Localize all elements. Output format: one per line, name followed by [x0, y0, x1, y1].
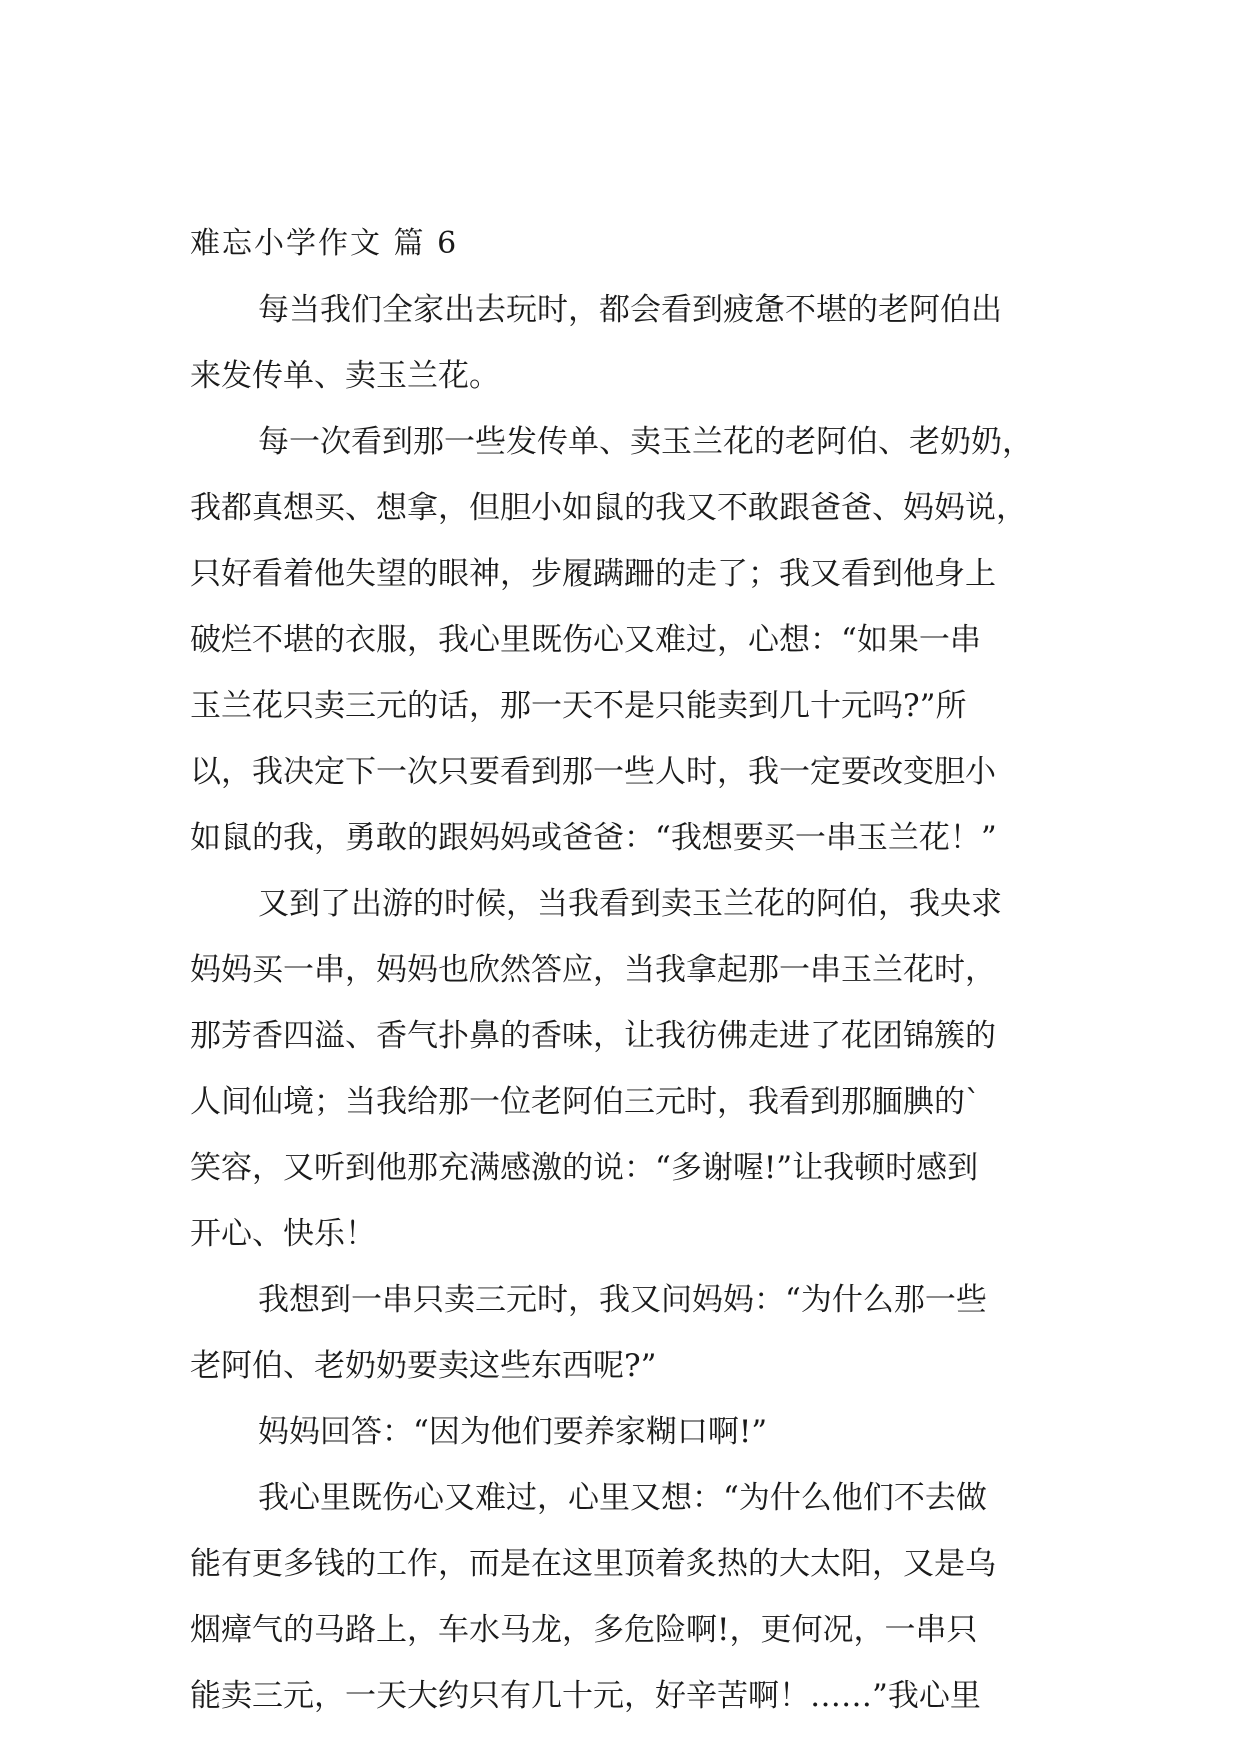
paragraph-line: 我心里既伤心又难过，心里又想：“为什么他们不去做 — [258, 1480, 987, 1516]
paragraph-line: 烟瘴气的马路上，车水马龙，多危险啊!，更何况，一串只 — [190, 1612, 978, 1648]
paragraph-line: 只好看着他失望的眼神，步履蹒跚的走了；我又看到他身上 — [190, 556, 996, 592]
paragraph-line: 人间仙境；当我给那一位老阿伯三元时，我看到那腼腆的` — [190, 1084, 981, 1120]
paragraph-line: 老阿伯、老奶奶要卖这些东西呢?” — [190, 1348, 657, 1384]
paragraph-line: 能卖三元，一天大约只有几十元，好辛苦啊！……”我心里 — [190, 1678, 981, 1714]
paragraph-line: 每当我们全家出去玩时，都会看到疲惫不堪的老阿伯出 — [258, 292, 1002, 328]
paragraph-line: 那芳香四溢、香气扑鼻的香味，让我彷佛走进了花团锦簇的 — [190, 1018, 996, 1054]
paragraph-line: 妈妈回答：“因为他们要养家糊口啊!” — [258, 1414, 768, 1450]
paragraph-line: 来发传单、卖玉兰花。 — [190, 358, 500, 394]
paragraph-line: 能有更多钱的工作，而是在这里顶着炙热的大太阳，又是乌 — [190, 1546, 996, 1582]
paragraph-line: 我都真想买、想拿，但胆小如鼠的我又不敢跟爸爸、妈妈说， — [190, 490, 1027, 526]
paragraph-line: 玉兰花只卖三元的话，那一天不是只能卖到几十元吗?”所 — [190, 688, 967, 724]
paragraph-line: 笑容，又听到他那充满感激的说：“多谢喔!”让我顿时感到 — [190, 1150, 979, 1186]
paragraph-line: 我想到一串只卖三元时，我又问妈妈：“为什么那一些 — [258, 1282, 987, 1318]
paragraph-line: 开心、快乐！ — [190, 1216, 376, 1252]
paragraph-line: 破烂不堪的衣服，我心里既伤心又难过，心想：“如果一串 — [190, 622, 981, 658]
paragraph-line: 以，我决定下一次只要看到那一些人时，我一定要改变胆小 — [190, 754, 996, 790]
paragraph-line: 妈妈买一串，妈妈也欣然答应，当我拿起那一串玉兰花时， — [190, 952, 996, 988]
document-title: 难忘小学作文 篇 6 — [190, 226, 459, 261]
paragraph-line: 每一次看到那一些发传单、卖玉兰花的老阿伯、老奶奶， — [258, 424, 1033, 460]
paragraph-line: 如鼠的我，勇敢的跟妈妈或爸爸：“我想要买一串玉兰花！” — [190, 820, 997, 856]
paragraph-line: 又到了出游的时候，当我看到卖玉兰花的阿伯，我央求 — [258, 886, 1002, 922]
